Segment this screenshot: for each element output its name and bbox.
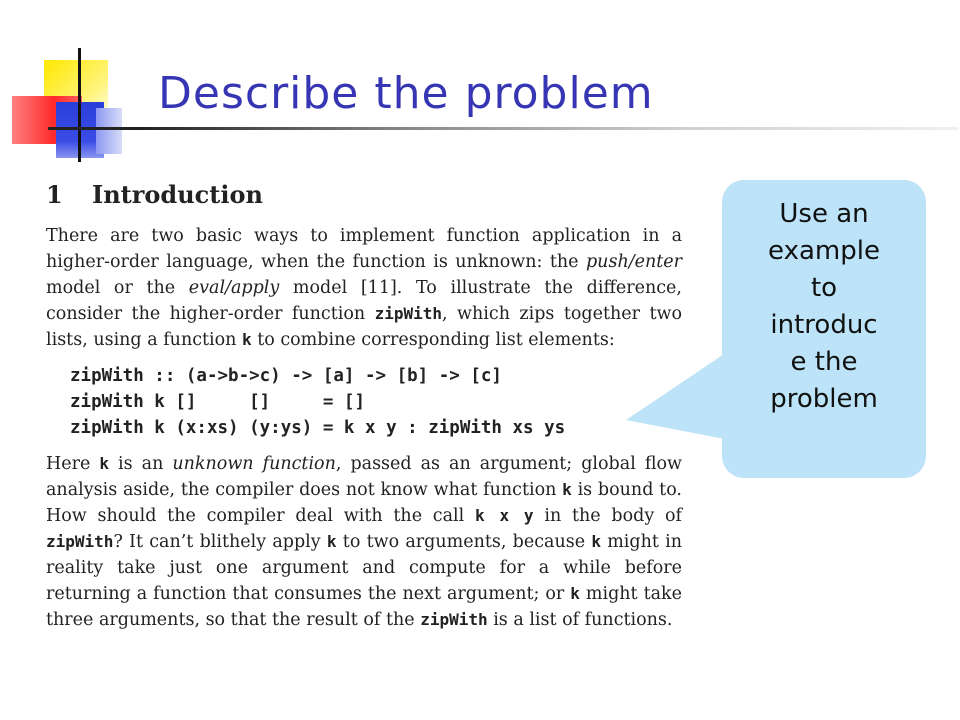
callout-line: e the [790,347,858,377]
callout-line: introduc [770,310,878,340]
code-line: zipWith k (x:xs) (y:ys) = k x y : zipWith xs ys [70,418,566,438]
callout-line: example [768,236,880,266]
code-line: zipWith k [] [] = [] [70,392,366,412]
paragraph-2: Here k is an unknown function, passed as an argument; global flow analysis aside, the compiler does not know what function k is bound to. How should the compiler deal with the call k x y in the body of zipWith? It can’t blithely apply k to two arguments, because k might in reality take just one argument and compute for a while before returning a function that consumes the next argument; or k might take three arguments, so that the result of the zipWith is a list of functions. [46,454,683,630]
callout-line: problem [770,384,878,414]
code-line: zipWith :: (a->b->c) -> [a] -> [b] -> [c] [70,366,502,386]
section-number: 1 [46,180,63,209]
slide-title: Describe the problem [158,68,654,119]
callout-text [722,196,926,418]
paragraph-1: There are two basic ways to implement function application in a higher-order language, when the function is unknown: the push/enter model or the eval/apply model [11]. To illustrate the difference, consider the higher-order function zipWith, which zips together two lists, using a function k to combine corresponding list elements: [46,226,683,350]
callout-line: Use an [779,199,869,229]
section-title: Introduction [92,180,263,209]
callout-line: to [810,273,838,303]
